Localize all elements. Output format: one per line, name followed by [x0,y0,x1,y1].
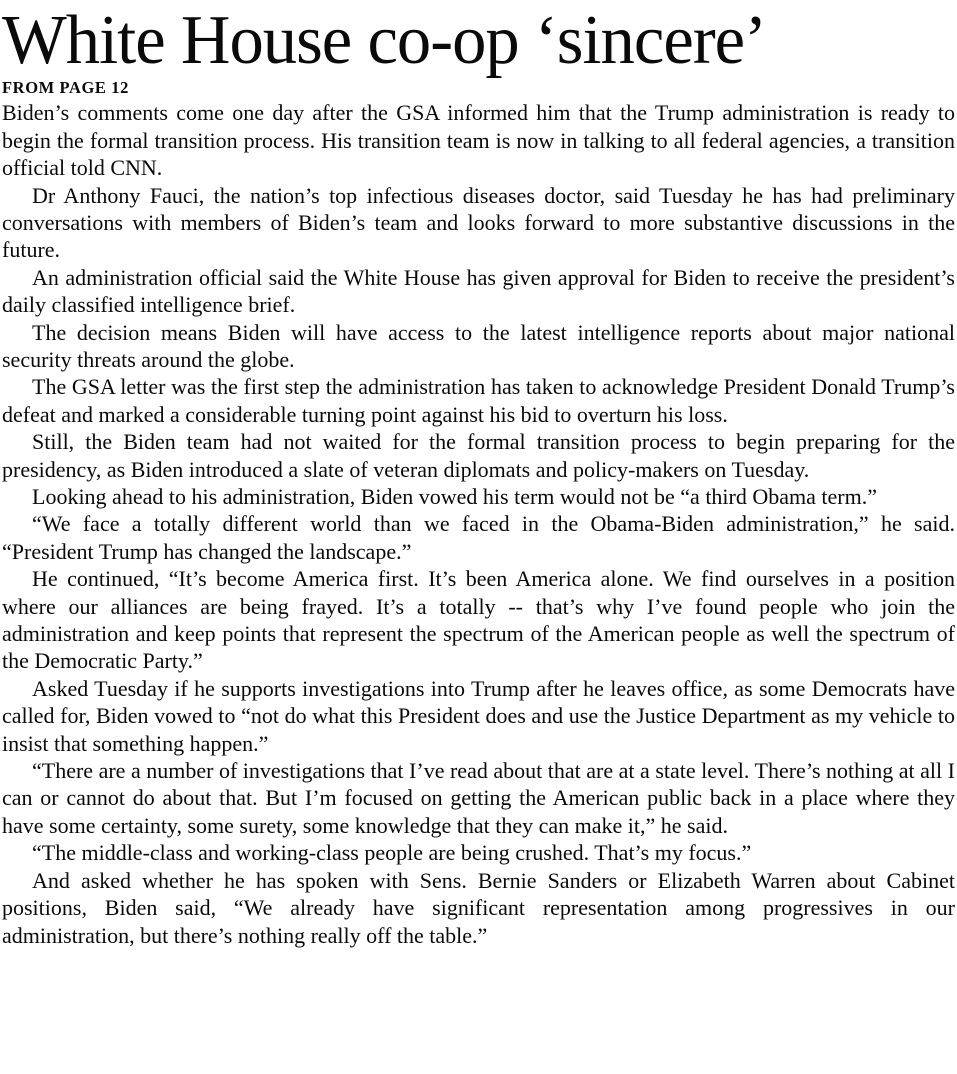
article-body [2,99,955,949]
article-paragraph: Biden’s comments come one day after the GSA informed him that the Trump administration is ready to begin the formal transition process. His transition team is now in talking to all federal agencies, a transition official told CNN. [2,100,955,181]
article-paragraph: Asked Tuesday if he supports investigations into Trump after he leaves office, as some Democrats have called for, Biden vowed to “not do what this President does and use the Justice Department as my vehicle to insist that something happen.” [2,675,955,756]
article-paragraph: The decision means Biden will have access to the latest intelligence reports about major national security threats around the globe. [2,319,955,372]
article-paragraph: Looking ahead to his administration, Biden vowed his term would not be “a third Obama term.” [32,484,877,509]
article-paragraph: Still, the Biden team had not waited for the formal transition process to begin preparing for the presidency, as Biden introduced a slate of veteran diplomats and policy-makers on Tuesday. [2,429,955,482]
article-paragraph: An administration official said the White House has given approval for Biden to receive the president’s daily classified intelligence brief. [2,264,955,318]
article-paragraph: The GSA letter was the first step the administration has taken to acknowledge President Donald Trump’s defeat and marked a considerable turning point against his bid to overturn his loss. [2,374,955,427]
article-paragraph: Dr Anthony Fauci, the nation’s top infectious diseases doctor, said Tuesday he has had preliminary conversations with members of Biden’s team and looks forward to more substantive discussions in the future. [2,182,955,263]
article-paragraph: “There are a number of investigations that I’ve read about that are at a state level. There’s nothing at all I can or cannot do about that. But I’m focused on getting the American public back in a place where they have some certainty, some surety, some knowledge that they can make it,” he said. [2,758,955,838]
article-paragraph: “We face a totally different world than we faced in the Obama-Biden administration,” he said. “President Trump has changed the landscape.” [2,511,955,564]
continuation-notice: FROM PAGE 12 [2,78,129,97]
article-paragraph: He continued, “It’s become America first. It’s been America alone. We find ourselves in a position where our alliances are being frayed. It’s a totally -- that’s why I’ve found people who join the administration and keep points that represent the spectrum of the American people as well the spectrum of the Democratic Party.” [2,566,955,674]
article-paragraph: And asked whether he has spoken with Sens. Bernie Sanders or Elizabeth Warren about Cabinet positions, Biden said, “We already have significant representation among progressives in our administration, but there’s nothing really off the table.” [2,867,955,948]
article-headline: White House co-op ‘sincere’ [2,2,767,79]
article-paragraph: “The middle-class and working-class people are being crushed. That’s my focus.” [32,840,752,866]
